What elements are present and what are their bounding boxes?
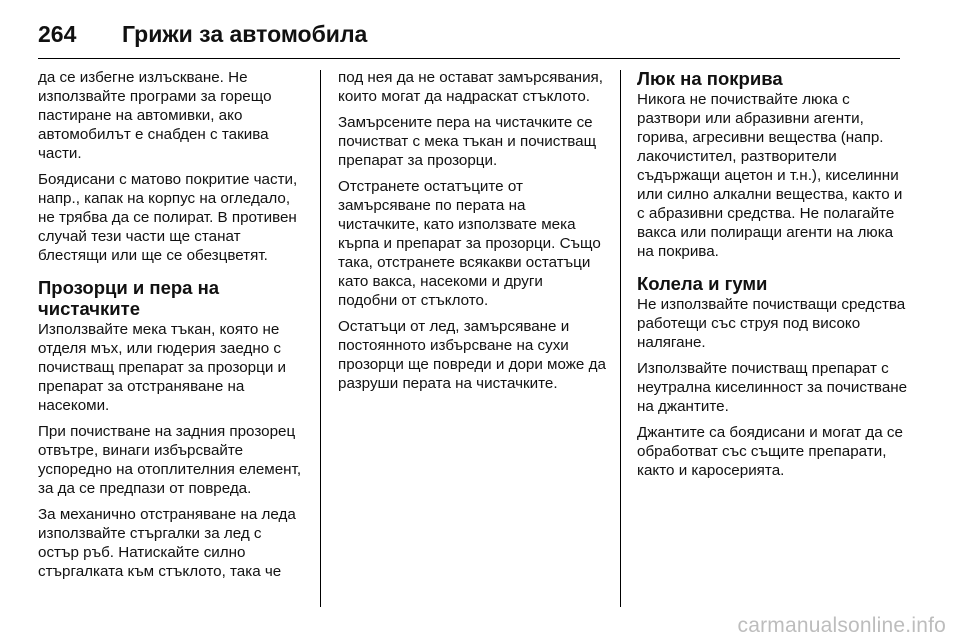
column-3 <box>637 68 911 487</box>
page-number: 264 <box>38 20 77 47</box>
paragraph: Боядисани с матово покритие части, напр., капак на корпус на огледало, не трябва да се полират. В противен случай тези части ще станат блестящи или ще се обезцветят. <box>38 171 298 264</box>
paragraph: Използвайте почистващ препарат с неутрална киселинност за почистване на джантите. <box>637 360 908 415</box>
paragraph: Джантите са боядисани и могат да се обработват със същите препарати, както и каросерията. <box>637 424 903 479</box>
column-divider <box>320 70 321 607</box>
section-heading-wheels-tyres: Колела и гуми <box>637 273 768 294</box>
section-heading-windows-wipers: Прозорци и пера на чистачките <box>38 277 220 319</box>
watermark: carmanualsonline.info <box>737 614 946 637</box>
paragraph: Не използвайте почистващи средства работещи със струя под високо налягане. <box>637 296 906 351</box>
paragraph: Никога не почиствайте люка с разтвори или абразивни агенти, горива, агресивни вещества (напр. лакочистител, разтворители съдържащи ацетон и т.н.), киселинни или силно алкални вещества, както и с абразивни средства. Не полагайте вакса или полиращи агенти на люка на покрива. <box>637 91 903 260</box>
header-rule <box>38 58 900 59</box>
paragraph: Остатъци от лед, замърсяване и постоянното избърсване на сухи прозорци ще повреди и дори може да разруши перата на чистачките. <box>338 318 606 392</box>
section-heading-sunroof: Люк на покрива <box>637 68 783 89</box>
paragraph: да се избегне излъскване. Не използвайте програми за горещо пастиране на автомивки, ако автомобилът е снабден с такива части. <box>38 69 272 162</box>
paragraph: под нея да не остават замърсявания, които могат да надраскат стъклото. <box>338 69 604 105</box>
page-title: Грижи за автомобила <box>122 20 368 47</box>
column-1 <box>38 68 306 588</box>
paragraph: Отстранете остатъците от замърсяване по перата на чистачките, като използвате мека кърпа и препарат за прозорци. Също така, отстранете всякакви остатъци като вакса, насекоми и други подобни от стъклото. <box>338 178 601 309</box>
column-2 <box>338 68 606 400</box>
paragraph: За механично отстраняване на леда използвайте стъргалки за лед с остър ръб. Натискайте силно стъргалката към стъклото, така че <box>38 506 296 580</box>
paragraph: При почистване на задния прозорец отвътре, винаги избърсвайте успоредно на отоплителния елемент, за да се предпази от повреда. <box>38 423 302 497</box>
page-header <box>38 14 367 54</box>
paragraph: Замърсените пера на чистачките се почистват с мека тъкан и почистващ препарат за прозорци. <box>338 114 597 169</box>
paragraph: Използвайте мека тъкан, която не отделя мъх, или гюдерия заедно с почистващ препарат за прозорци и препарат за отстраняване на насекоми. <box>38 321 287 414</box>
column-divider <box>620 70 621 607</box>
